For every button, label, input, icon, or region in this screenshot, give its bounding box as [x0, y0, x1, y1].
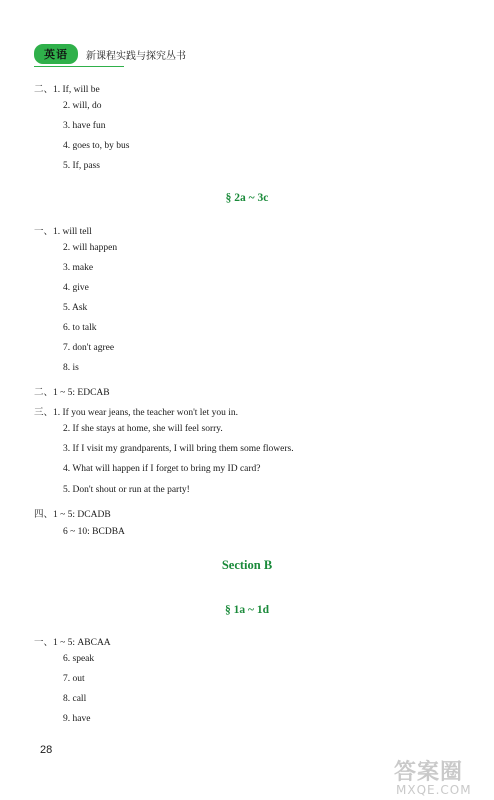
answer-line: 4. goes to, by bus: [63, 141, 130, 151]
answer-line: 二、1 ~ 5: EDCAB: [34, 388, 110, 398]
watermark-url: MXQE.COM: [396, 783, 472, 797]
answer-line: 3. have fun: [63, 121, 106, 131]
answer-line: 一、1. will tell: [34, 227, 92, 237]
section-heading: § 1a ~ 1d: [224, 604, 269, 616]
watermark-logo: [390, 755, 490, 800]
subject-badge: 英语: [34, 44, 78, 64]
answer-line: 8. is: [63, 363, 79, 373]
section-title: Section B: [221, 558, 273, 572]
answer-line: 2. will happen: [63, 243, 118, 253]
answer-line: 5. If, pass: [63, 161, 100, 171]
answer-line: 4. What will happen if I forget to bring my ID card?: [63, 464, 261, 474]
page-number: 28: [40, 744, 53, 756]
answer-line: 6. speak: [63, 654, 95, 664]
section-heading: § 2a ~ 3c: [225, 192, 269, 204]
answer-line: 3. make: [63, 263, 94, 273]
answer-line: 7. out: [63, 674, 85, 684]
series-title: 新课程实践与探究丛书: [86, 50, 186, 62]
answer-line: 四、1 ~ 5: DCADB: [34, 510, 111, 520]
answer-line: 7. don't agree: [63, 343, 115, 353]
header-rule: [34, 66, 124, 67]
answer-line: 二、1. If, will be: [34, 85, 100, 95]
answer-line: 5. Ask: [63, 303, 88, 313]
answer-line: 8. call: [63, 694, 87, 704]
answer-line: 2. will, do: [63, 101, 102, 111]
answer-line: 6. to talk: [63, 323, 97, 333]
watermark-text: 答案圈: [394, 760, 464, 785]
answer-line: 6 ~ 10: BCDBA: [63, 527, 125, 537]
answer-line: 5. Don't shout or run at the party!: [63, 485, 190, 495]
answer-line: 9. have: [63, 714, 91, 724]
answer-line: 3. If I visit my grandparents, I will bring them some flowers.: [63, 444, 294, 454]
answer-line: 三、1. If you wear jeans, the teacher won't let you in.: [34, 408, 239, 418]
page-header: [34, 44, 186, 64]
answer-line: 4. give: [63, 283, 89, 293]
answer-line: 一、1 ~ 5: ABCAA: [34, 638, 111, 648]
answer-line: 2. If she stays at home, she will feel sorry.: [63, 424, 223, 434]
